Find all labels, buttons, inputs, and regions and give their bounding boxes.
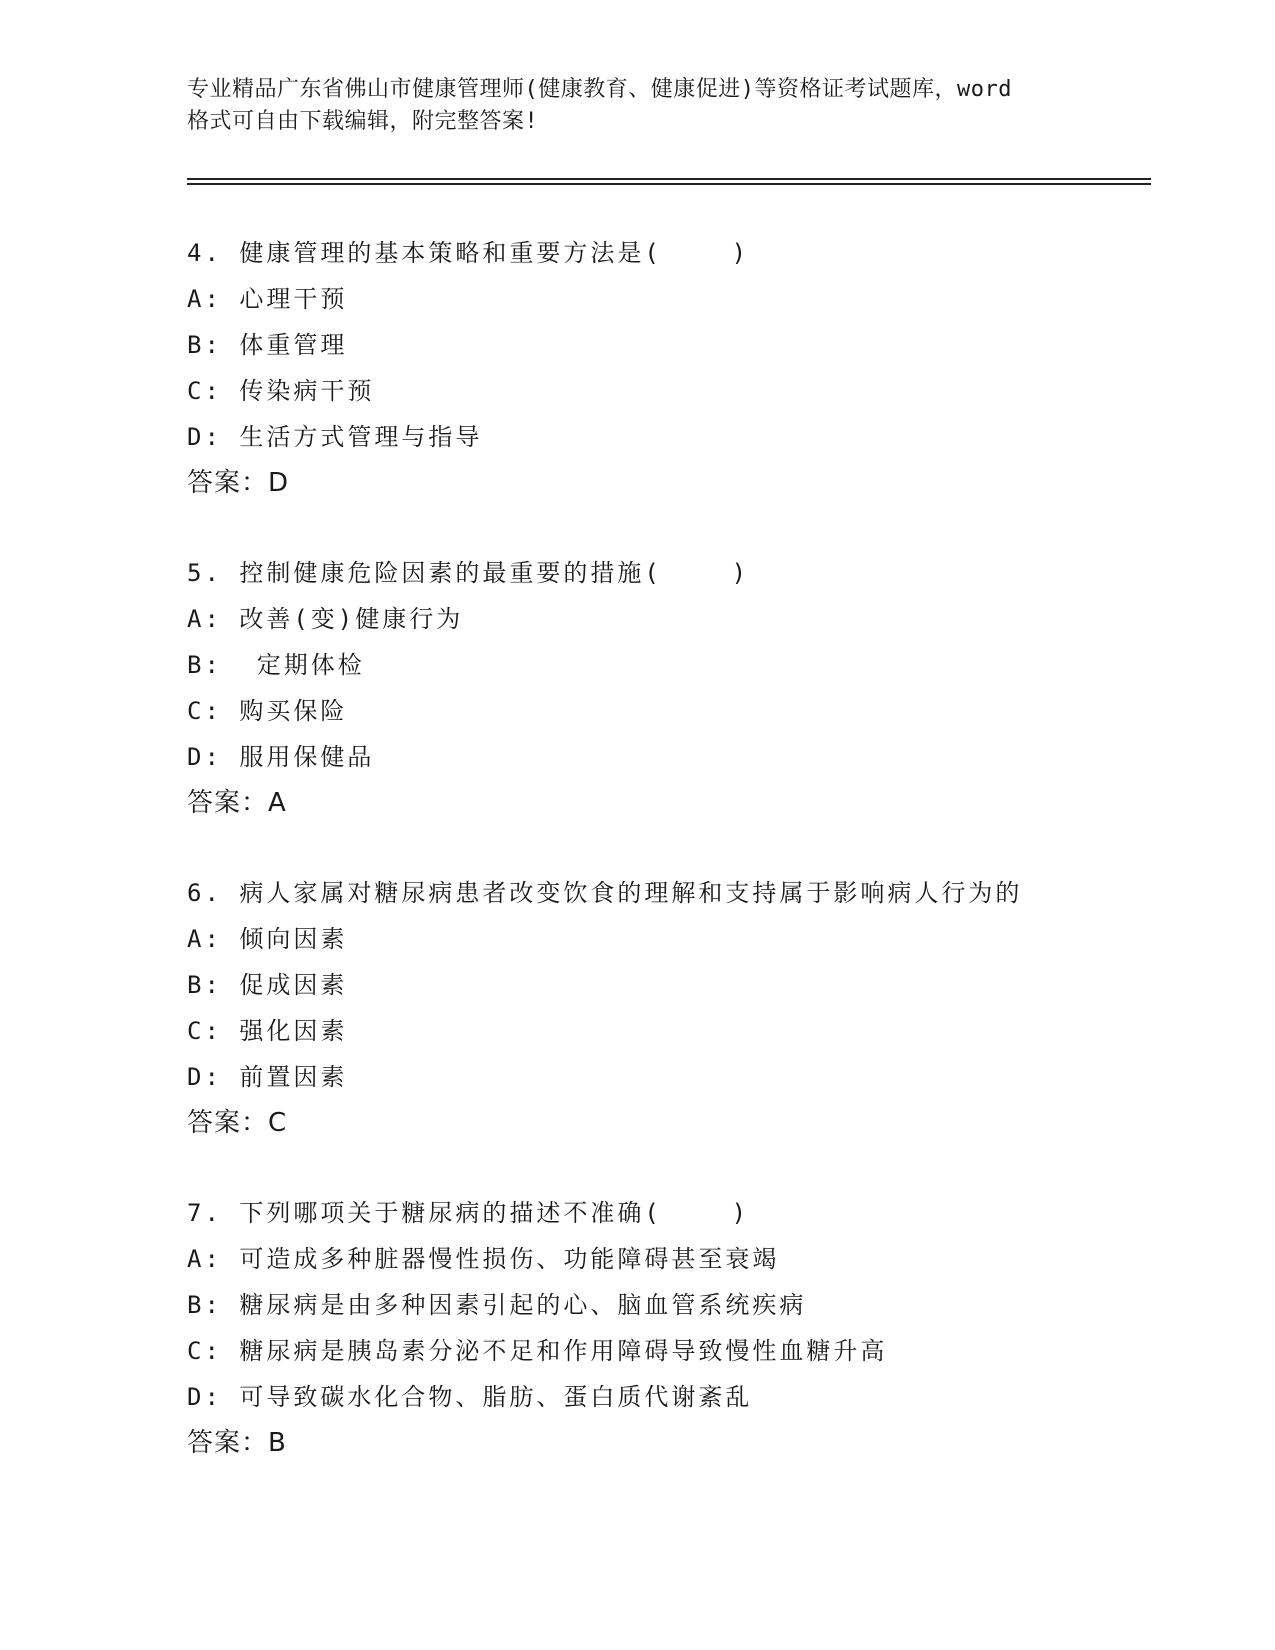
option-c: C: 强化因素	[187, 1017, 348, 1045]
question-stem: 7. 下列哪项关于糖尿病的描述不准确( )	[187, 1199, 750, 1227]
answer-line: 答案：B	[187, 1428, 287, 1458]
option-d: D: 可导致碳水化合物、脂肪、蛋白质代谢紊乱	[187, 1383, 753, 1411]
question-list	[187, 238, 1147, 1518]
option-d: D: 服用保健品	[187, 743, 375, 771]
option-c: C: 购买保险	[187, 697, 348, 725]
option-b: B: 促成因素	[187, 971, 348, 999]
question-7	[187, 1198, 1147, 1518]
question-stem: 5. 控制健康危险因素的最重要的措施( )	[187, 559, 750, 587]
document-header	[187, 74, 1087, 138]
question-stem: 4. 健康管理的基本策略和重要方法是( )	[187, 239, 750, 267]
option-a: A: 倾向因素	[187, 925, 348, 953]
option-d: D: 生活方式管理与指导	[187, 423, 483, 451]
answer-line: 答案：D	[187, 468, 290, 498]
option-c: C: 传染病干预	[187, 377, 375, 405]
answer-line: 答案：A	[187, 788, 287, 818]
question-4	[187, 238, 1147, 558]
option-c: C: 糖尿病是胰岛素分泌不足和作用障碍导致慢性血糖升高	[187, 1337, 888, 1365]
header-line-1: 专业精品广东省佛山市健康管理师(健康教育、健康促进)等资格证考试题库，word	[187, 77, 1012, 102]
option-a: A: 心理干预	[187, 285, 348, 313]
option-a: A: 改善(变)健康行为	[187, 605, 464, 633]
option-a: A: 可造成多种脏器慢性损伤、功能障碍甚至衰竭	[187, 1245, 780, 1273]
option-b: B: 糖尿病是由多种因素引起的心、脑血管系统疾病	[187, 1291, 807, 1319]
question-stem: 6. 病人家属对糖尿病患者改变饮食的理解和支持属于影响病人行为的	[187, 879, 1023, 907]
question-5	[187, 558, 1147, 878]
header-divider-bottom	[187, 183, 1151, 185]
option-b: B: 体重管理	[187, 331, 348, 359]
option-d: D: 前置因素	[187, 1063, 348, 1091]
answer-line: 答案：C	[187, 1108, 288, 1138]
header-line-2: 格式可自由下载编辑，附完整答案!	[187, 109, 539, 134]
option-b: B: 定期体检	[187, 651, 365, 679]
header-divider-top	[187, 178, 1151, 180]
question-6	[187, 878, 1147, 1198]
